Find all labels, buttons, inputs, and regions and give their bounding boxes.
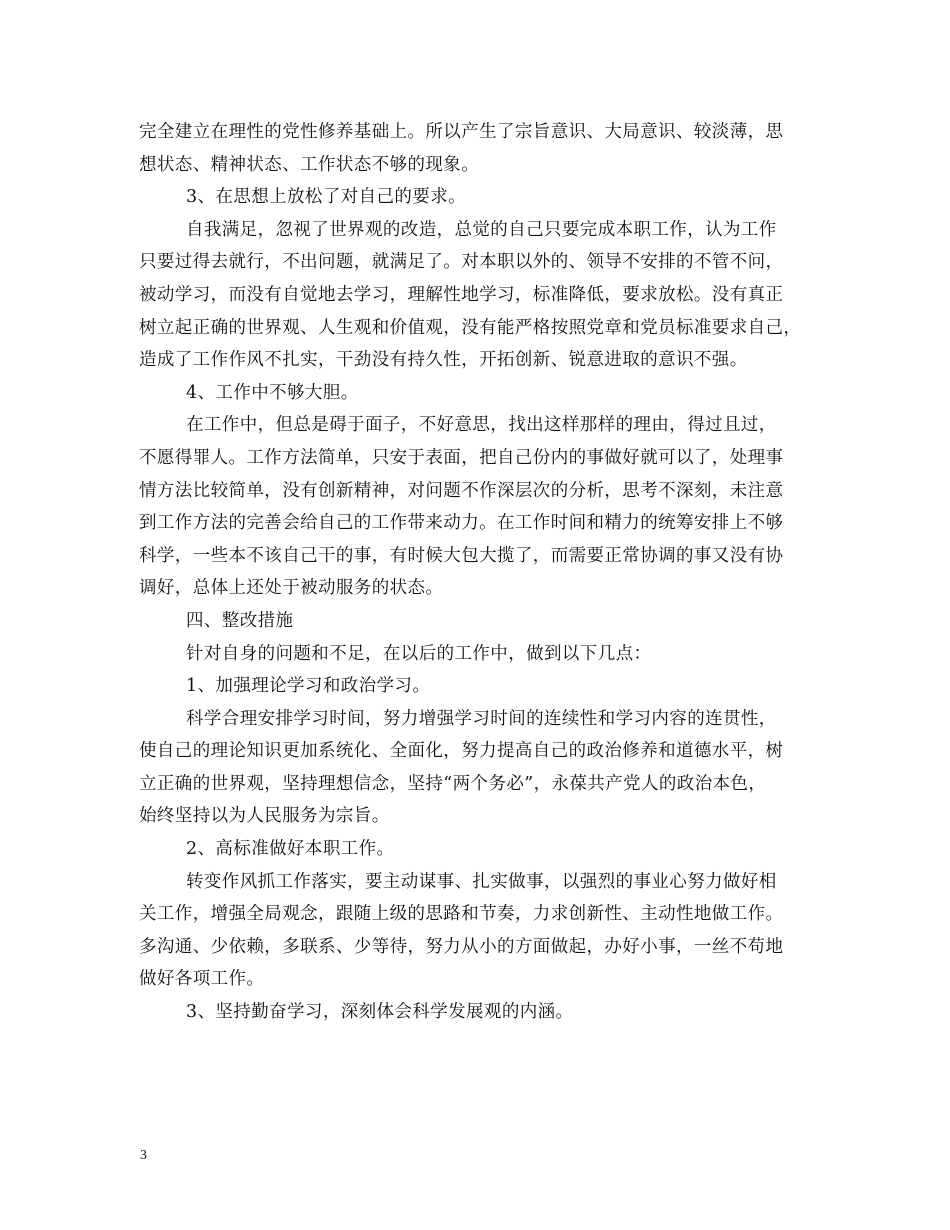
document-body bbox=[139, 116, 819, 1029]
text-line: 造成了工作作风不扎实，干劲没有持久性，开拓创新、锐意进取的意识不强。 bbox=[139, 350, 748, 371]
text-line: 转变作风抓工作落实，要主动谋事、扎实做事，以强烈的事业心努力做好相 bbox=[186, 871, 777, 892]
text-line: 情方法比较简单，没有创新精神，对问题不作深层次的分析，思考不深刻，未注意 bbox=[139, 480, 784, 501]
text-line: 四、整改措施 bbox=[186, 610, 294, 631]
text-line: 树立起正确的世界观、人生观和价值观，没有能严格按照党章和党员标准要求自己， bbox=[139, 317, 802, 338]
text-line: 3、坚持勤奋学习，深刻体会科学发展观的内涵。 bbox=[186, 1002, 574, 1023]
text-line: 调好，总体上还处于被动服务的状态。 bbox=[139, 578, 444, 599]
text-line: 做好各项工作。 bbox=[139, 969, 265, 990]
text-line: 立正确的世界观，坚持理想信念，坚持“两个务必”，永葆共产党人的政治本色， bbox=[139, 773, 767, 794]
text-line: 科学，一些本不该自己干的事，有时候大包大揽了，而需要正常协调的事又没有协 bbox=[139, 545, 784, 566]
text-line: 完全建立在理性的党性修养基础上。所以产生了宗旨意识、大局意识、较淡薄，思 bbox=[139, 122, 784, 142]
text-line: 只要过得去就行，不出问题，就满足了。对本职以外的、领导不安排的不管不问， bbox=[139, 252, 784, 273]
text-line: 关工作，增强全局观念，跟随上级的思路和节奏，力求创新性、主动性地做工作。 bbox=[139, 904, 784, 925]
text-line: 不愿得罪人。工作方法简单，只安于表面，把自己份内的事做好就可以了，处理事 bbox=[139, 447, 784, 468]
text-line: 在工作中，但总是碍于面子，不好意思，找出这样那样的理由，得过且过， bbox=[186, 415, 777, 436]
page-number: 3 bbox=[140, 1148, 147, 1163]
text-line: 使自己的理论知识更加系统化、全面化，努力提高自己的政治修养和道德水平，树 bbox=[139, 741, 784, 762]
text-line: 科学合理安排学习时间，努力增强学习时间的连续性和学习内容的连贯性， bbox=[186, 708, 777, 729]
text-line: 1、加强理论学习和政治学习。 bbox=[186, 676, 431, 697]
text-line: 2、高标准做好本职工作。 bbox=[186, 839, 395, 860]
text-line: 4、工作中不够大胆。 bbox=[186, 382, 359, 403]
text-line: 自我满足，忽视了世界观的改造，总觉的自己只要完成本职工作，认为工作 bbox=[186, 219, 777, 240]
text-line: 3、在思想上放松了对自己的要求。 bbox=[186, 187, 467, 208]
text-line: 到工作方法的完善会给自己的工作带来动力。在工作时间和精力的统筹安排上不够 bbox=[139, 513, 784, 534]
text-line: 想状态、精神状态、工作状态不够的现象。 bbox=[139, 154, 480, 175]
text-line: 始终坚持以为人民服务为宗旨。 bbox=[139, 806, 390, 827]
text-line: 被动学习，而没有自觉地去学习，理解性地学习，标准降低，要求放松。没有真正 bbox=[139, 284, 784, 305]
text-line: 多沟通、少依赖，多联系、少等待，努力从小的方面做起，办好小事，一丝不苟地 bbox=[139, 936, 784, 957]
text-line: 针对自身的问题和不足，在以后的工作中，做到以下几点： bbox=[186, 643, 652, 664]
